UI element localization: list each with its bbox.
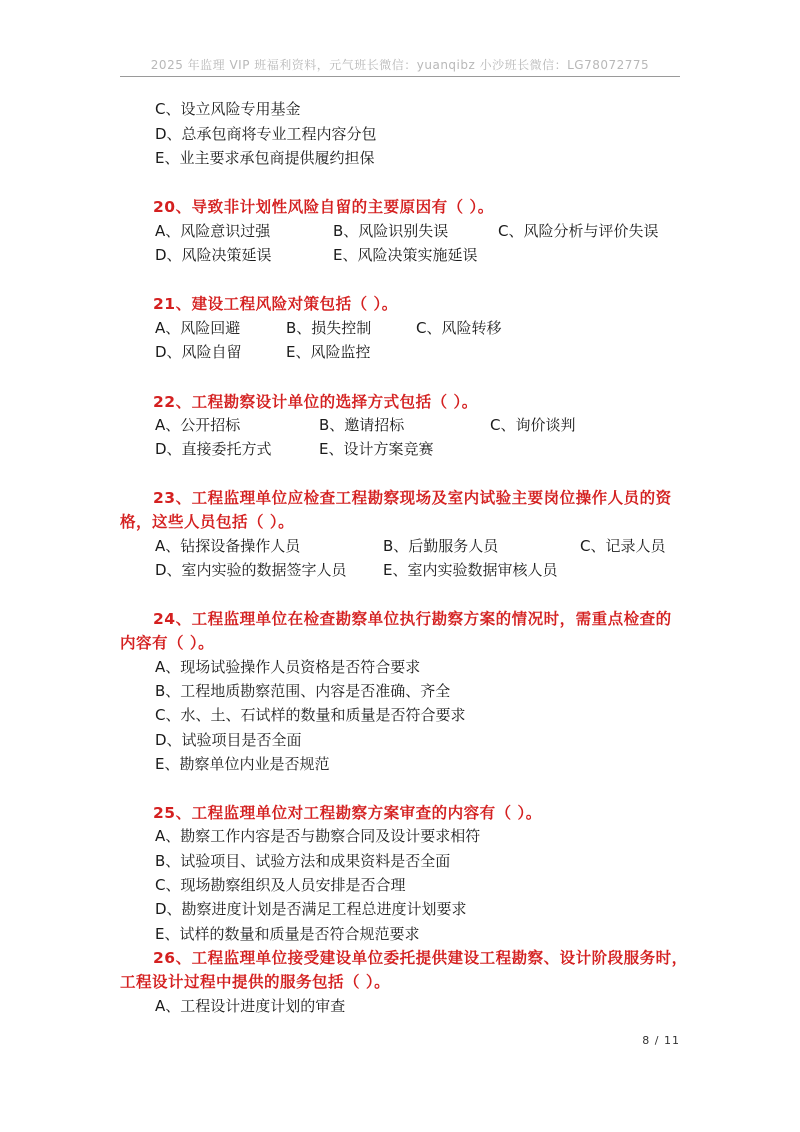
option-e: E、业主要求承包商提供履约担保 [155, 149, 375, 167]
option-d: D、勘察进度计划是否满足工程总进度计划要求 [155, 900, 467, 918]
option-e: E、室内实验数据审核人员 [383, 561, 558, 579]
option-b: B、后勤服务人员 [383, 537, 499, 555]
option-e: E、勘察单位内业是否规范 [155, 755, 330, 773]
option-c: C、风险分析与评价失误 [498, 222, 659, 240]
question-20-title: 20、导致非计划性风险自留的主要原因有（ ）。 [153, 198, 494, 216]
option-a: A、勘察工作内容是否与勘察合同及设计要求相符 [155, 827, 481, 845]
header-divider [120, 76, 680, 77]
option-d: D、风险自留 [155, 343, 242, 361]
option-b: B、邀请招标 [319, 416, 405, 434]
option-a: A、工程设计进度计划的审查 [155, 997, 346, 1015]
option-c: C、记录人员 [580, 537, 666, 555]
option-d: D、直接委托方式 [155, 440, 272, 458]
option-e: E、风险监控 [286, 343, 371, 361]
option-e: E、试样的数量和质量是否符合规范要求 [155, 925, 420, 943]
option-a: A、风险回避 [155, 319, 241, 337]
option-b: B、损失控制 [286, 319, 372, 337]
option-c: C、水、土、石试样的数量和质量是否符合要求 [155, 706, 466, 724]
option-c: C、风险转移 [416, 319, 502, 337]
option-b: B、风险识别失误 [333, 222, 449, 240]
option-c: C、现场勘察组织及人员安排是否合理 [155, 876, 406, 894]
option-e: E、风险决策实施延误 [333, 246, 478, 264]
option-b: B、工程地质勘察范围、内容是否准确、齐全 [155, 682, 451, 700]
option-e: E、设计方案竞赛 [319, 440, 434, 458]
question-23-title: 23、工程监理单位应检查工程勘察现场及室内试验主要岗位操作人员的资 格，这些人员包括（ ）。 [120, 489, 672, 531]
option-d: D、试验项目是否全面 [155, 731, 302, 749]
option-a: A、钻探设备操作人员 [155, 537, 301, 555]
option-a: A、风险意识过强 [155, 222, 271, 240]
page-number: 8 / 11 [642, 1034, 680, 1047]
option-d: D、室内实验的数据签字人员 [155, 561, 347, 579]
option-c: C、询价谈判 [490, 416, 576, 434]
question-24-title: 24、工程监理单位在检查勘察单位执行勘察方案的情况时，需重点检查的 内容有（ ）。 [120, 610, 672, 652]
option-d: D、风险决策延误 [155, 246, 272, 264]
question-25-title: 25、工程监理单位对工程勘察方案审查的内容有（ ）。 [153, 804, 542, 822]
option-d: D、总承包商将专业工程内容分包 [155, 125, 377, 143]
question-26-title: 26、工程监理单位接受建设单位委托提供建设工程勘察、设计阶段服务时， 工程设计过程中提供的服务包括（ ）。 [120, 949, 688, 991]
question-21-title: 21、建设工程风险对策包括（ ）。 [153, 295, 398, 313]
option-a: A、现场试验操作人员资格是否符合要求 [155, 658, 421, 676]
option-a: A、公开招标 [155, 416, 241, 434]
question-22-title: 22、工程勘察设计单位的选择方式包括（ ）。 [153, 393, 478, 411]
option-b: B、试验项目、试验方法和成果资料是否全面 [155, 852, 451, 870]
page-header: 2025 年监理 VIP 班福利资料，元气班长微信：yuanqibz 小沙班长微信：LG78072775 [150, 58, 650, 72]
option-c: C、设立风险专用基金 [155, 100, 301, 118]
